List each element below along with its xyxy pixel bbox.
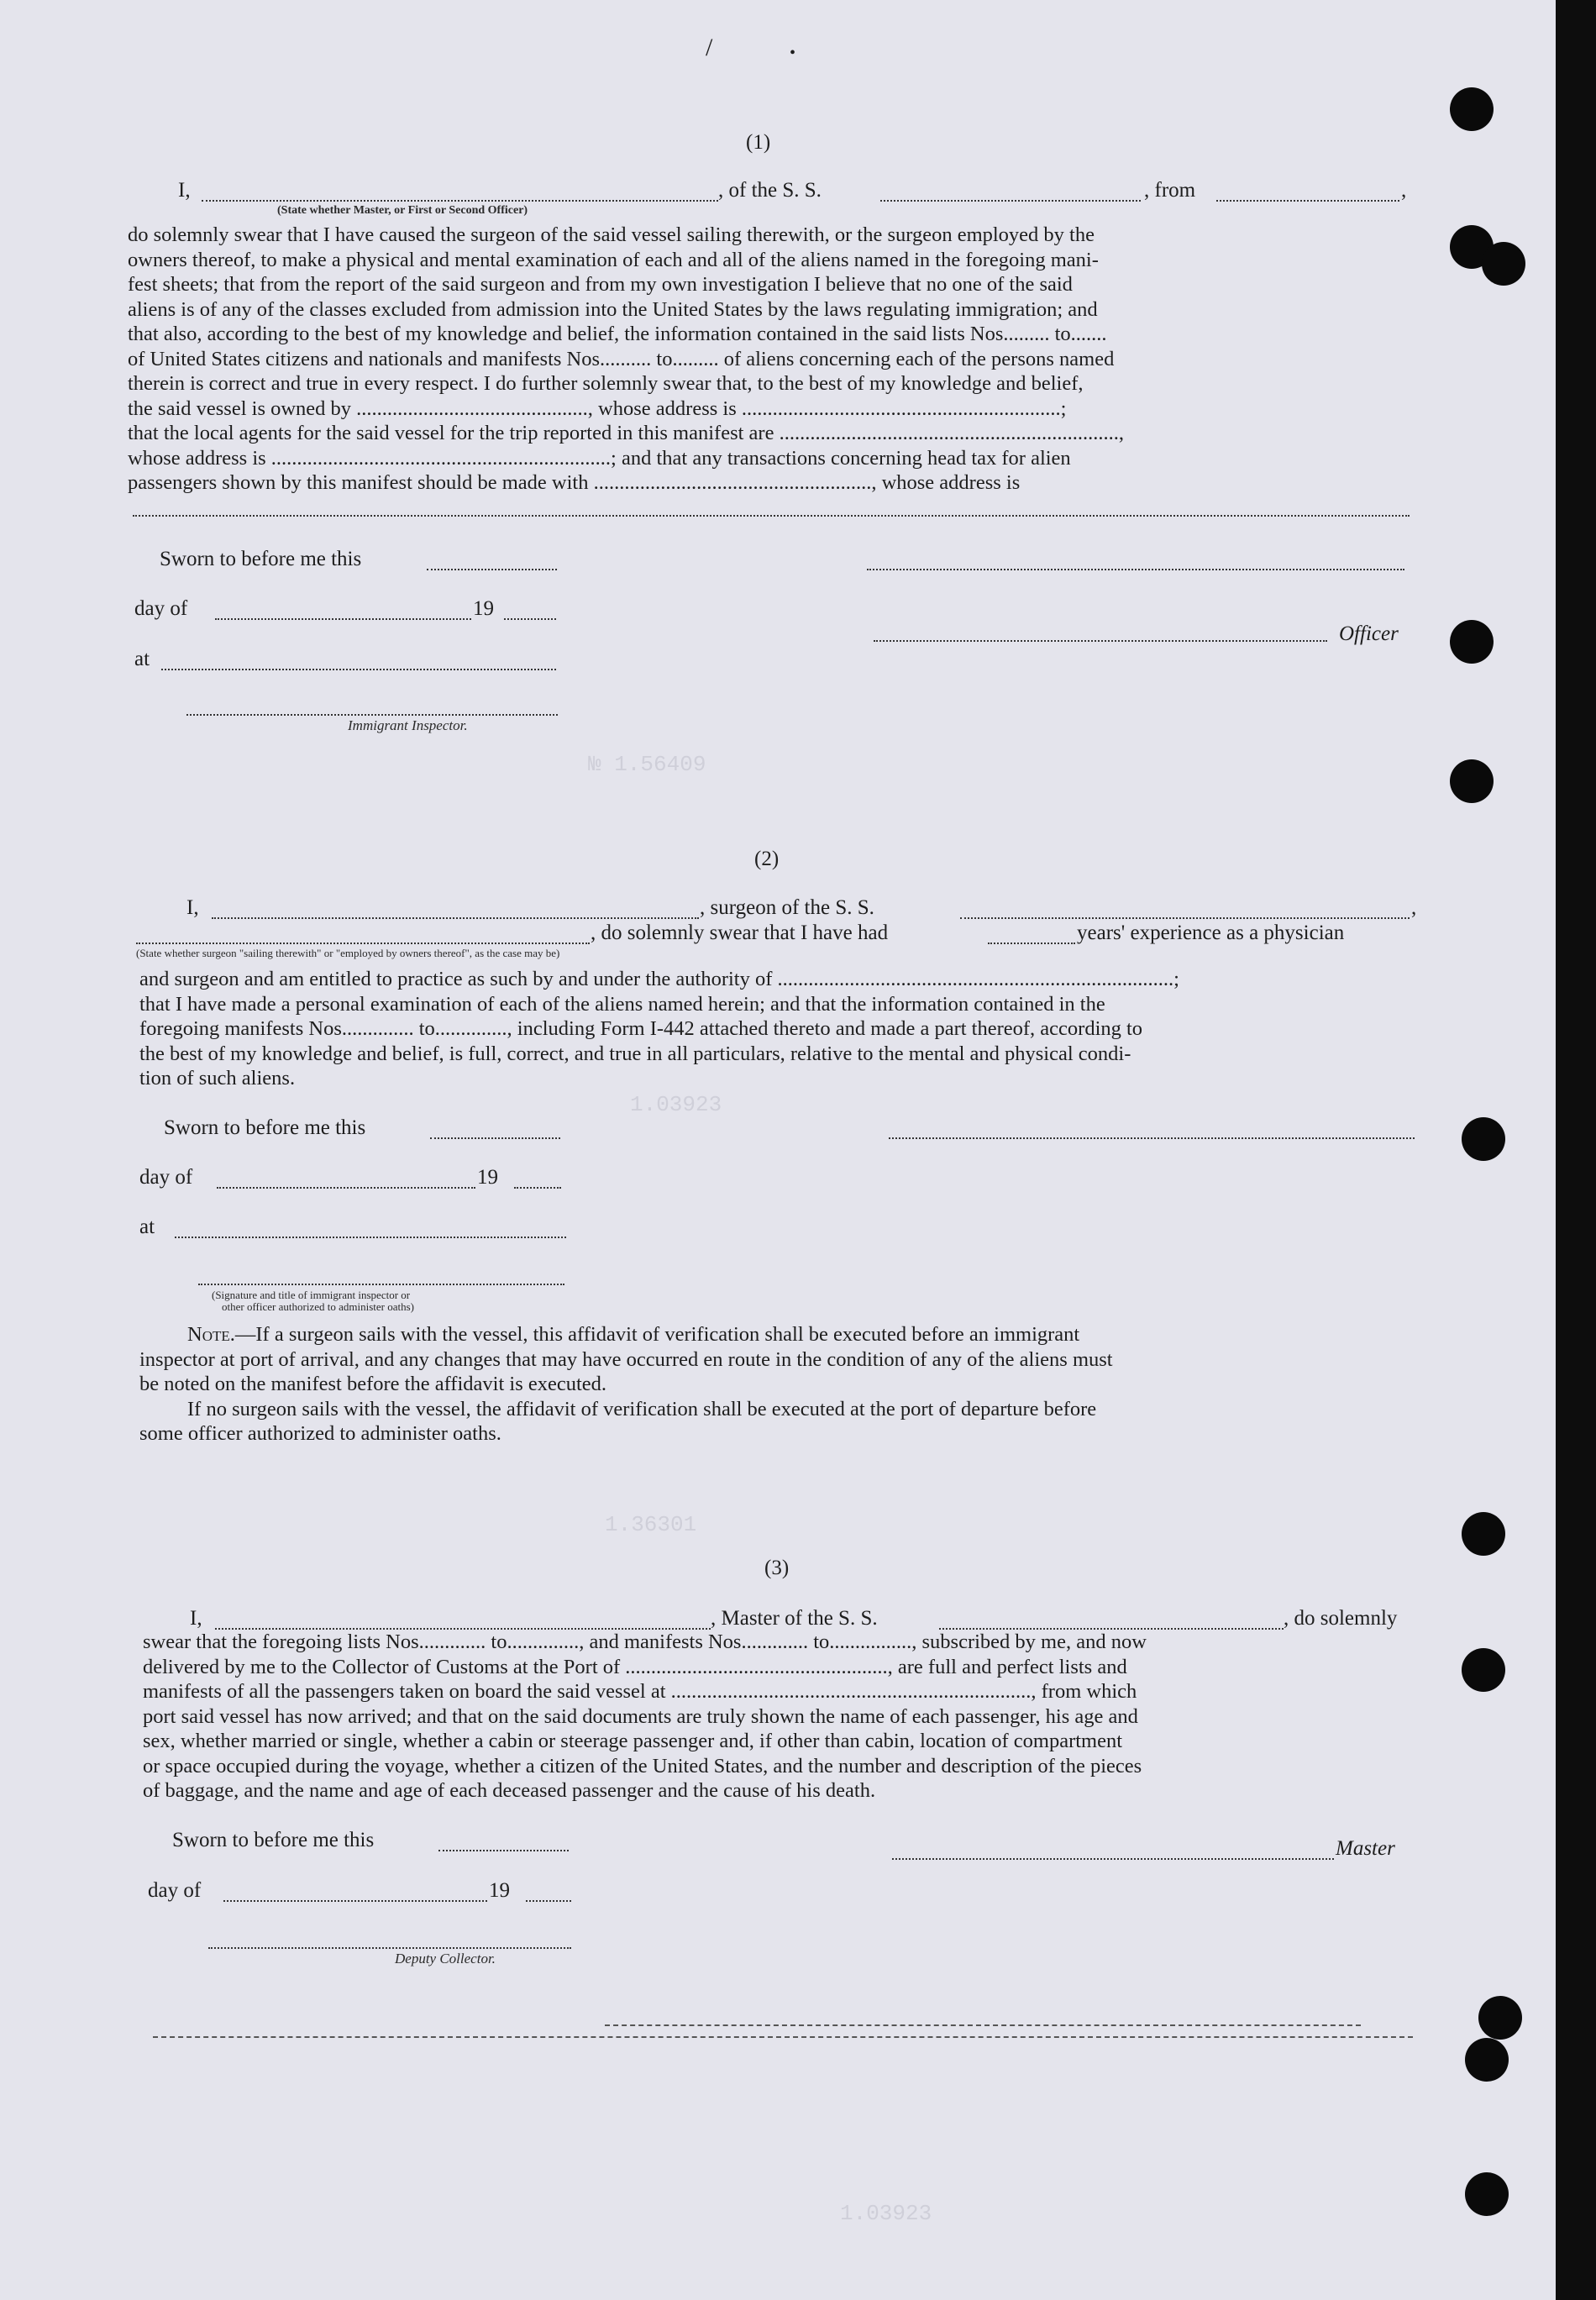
oath-line: sex, whether married or single, whether a cabin or steerage passenger and, if other than cabin, location of compartment xyxy=(143,1730,1123,1752)
bleed-through-text: № 1.56409 xyxy=(588,752,706,777)
year-label-1: 19 xyxy=(473,597,494,620)
oath-line: that I have made a personal examination of each of the aliens named herein; and that the information contained in the xyxy=(139,992,1105,1016)
at-label-1: at xyxy=(134,648,150,670)
oath-line: owners thereof, to make a physical and mental examination of each and all of the aliens named in the foregoing mani- xyxy=(128,248,1099,271)
section-2-i: I, xyxy=(186,896,199,919)
vessel-name-blank[interactable] xyxy=(880,200,1141,202)
surgeon-status-blank[interactable] xyxy=(136,943,590,944)
note-text: —If a surgeon sails with the vessel, this affidavit of verification shall be executed before an immigrant xyxy=(234,1323,1080,1346)
section-1-number: (1) xyxy=(746,131,771,154)
sworn-label-1: Sworn to before me this xyxy=(160,548,362,570)
punch-hole xyxy=(1450,620,1494,664)
day-of-label-2: day of xyxy=(139,1166,193,1189)
note-line: be noted on the manifest before the affidavit is executed. xyxy=(139,1373,607,1395)
surgeon-signature-blank[interactable] xyxy=(889,1137,1415,1139)
of-the-ss-label: , of the S. S. xyxy=(718,179,822,202)
oath-line: fest sheets; that from the report of the said surgeon and from my own investigation I believe that no one of the said xyxy=(128,273,1073,296)
section-1-oath-text xyxy=(128,223,1404,496)
surgeon-vessel-blank[interactable] xyxy=(960,917,1410,919)
deputy-signature-blank[interactable] xyxy=(208,1947,571,1949)
sworn-date-blank-3[interactable] xyxy=(438,1850,569,1851)
bleed-through-text: 1.03923 xyxy=(630,1092,722,1117)
note-label: Note. xyxy=(187,1323,235,1346)
scan-mark: • xyxy=(790,44,796,62)
officer-signature-blank[interactable] xyxy=(867,569,1404,570)
oath-line: that the local agents for the said vessel for the trip reported in this manifest are .................................................................., xyxy=(128,422,1124,444)
year-blank-3[interactable] xyxy=(526,1900,571,1902)
section-3-oath-text xyxy=(143,1630,1423,1804)
swear-label-2: , do solemnly swear that I have had xyxy=(591,922,889,944)
year-blank-2[interactable] xyxy=(514,1187,561,1189)
section-2-number: (2) xyxy=(754,848,780,870)
comma: , xyxy=(1401,179,1407,202)
day-month-blank-3[interactable] xyxy=(223,1900,487,1902)
note-line: some officer authorized to administer oaths. xyxy=(139,1422,501,1445)
note-line: If no surgeon sails with the vessel, the affidavit of verification shall be executed at the port of departure before xyxy=(187,1397,1097,1420)
punch-hole xyxy=(1450,759,1494,803)
sworn-label-2: Sworn to before me this xyxy=(164,1116,366,1139)
separator-rule xyxy=(153,2036,1413,2038)
officer-name-blank[interactable] xyxy=(202,200,718,202)
oath-line: the said vessel is owned by ............................................., whose address is ..............................................................; xyxy=(128,396,1067,420)
oath-line: do solemnly swear that I have caused the surgeon of the said vessel sailing therewith, or the surgeon employed by the xyxy=(128,223,1095,246)
from-label: , from xyxy=(1144,179,1196,202)
bleed-through-text: 1.36301 xyxy=(605,1512,697,1537)
day-of-label-1: day of xyxy=(134,597,188,620)
sworn-date-blank-2[interactable] xyxy=(430,1137,560,1139)
punch-hole xyxy=(1478,1996,1522,2040)
oath-line: of United States citizens and nationals and manifests Nos.......... to......... of aliens concerning each of the persons named xyxy=(128,347,1115,370)
surgeon-of-ss-label: , surgeon of the S. S. xyxy=(700,896,874,919)
section-2-oath-text xyxy=(139,967,1416,1091)
separator-rule xyxy=(605,2024,1361,2026)
oath-line: delivered by me to the Collector of Customs at the Port of ..................................................., are full and perfect lists and xyxy=(143,1655,1127,1678)
punch-hole xyxy=(1450,87,1494,131)
from-port-blank[interactable] xyxy=(1216,200,1399,202)
punch-hole xyxy=(1465,2172,1509,2216)
punch-hole xyxy=(1462,1512,1505,1556)
officer-label: Officer xyxy=(1339,622,1399,645)
sworn-label-3: Sworn to before me this xyxy=(172,1829,375,1851)
oath-line: of baggage, and the name and age of each deceased passenger and the cause of his death. xyxy=(143,1779,876,1802)
at-place-blank-1[interactable] xyxy=(161,669,556,670)
section-1-i: I, xyxy=(178,179,191,202)
oath-line: manifests of all the passengers taken on board the said vessel at ......................................................................, from which xyxy=(143,1680,1137,1703)
day-month-blank-2[interactable] xyxy=(217,1187,475,1189)
section-3-number: (3) xyxy=(764,1557,790,1579)
year-label-3: 19 xyxy=(489,1879,510,1902)
oath-line: swear that the foregoing lists Nos............. to.............., and manifests Nos............. to................, subscribed by me, and now xyxy=(143,1630,1147,1653)
oath-line: aliens is of any of the classes excluded from admission into the United States by the laws regulating immigration; and xyxy=(128,297,1098,321)
oath-line: or space occupied during the voyage, whether a citizen of the United States, and the number and description of the pieces xyxy=(143,1754,1142,1778)
punch-hole xyxy=(1462,1648,1505,1692)
day-of-label-3: day of xyxy=(148,1879,202,1902)
oath-line: therein is correct and true in every respect. I do further solemnly swear that, to the best of my knowledge and belief, xyxy=(128,372,1084,395)
address-continuation-blank[interactable] xyxy=(133,515,1410,517)
deputy-collector-label: Deputy Collector. xyxy=(395,1951,496,1967)
bleed-through-text: 1.03923 xyxy=(840,2201,932,2226)
surgeon-status-note: (State whether surgeon "sailing therewith" or "employed by owners thereof", as the case may be) xyxy=(136,947,560,959)
at-label-2: at xyxy=(139,1216,155,1238)
do-solemnly-label: , do solemnly xyxy=(1284,1607,1398,1630)
note-line: inspector at port of arrival, and any changes that may have occurred en route in the condition of any of the aliens must xyxy=(139,1347,1113,1371)
oath-line: port said vessel has now arrived; and that on the said documents are truly shown the name of each passenger, his age and xyxy=(143,1704,1138,1728)
oath-line: and surgeon and am entitled to practice as such by and under the authority of .............................................................................; xyxy=(139,968,1179,990)
oath-line: passengers shown by this manifest should be made with ......................................................, whose address is xyxy=(128,471,1021,494)
officer-rank-note: (State whether Master, or First or Second Officer) xyxy=(277,204,528,217)
scan-mark: / xyxy=(706,34,713,61)
oath-line: the best of my knowledge and belief, is full, correct, and true in all particulars, relative to the mental and physical condi- xyxy=(139,1042,1131,1065)
oath-line: that also, according to the best of my knowledge and belief, the information contained in the said lists Nos......... to....... xyxy=(128,323,1107,345)
punch-hole xyxy=(1465,2038,1509,2082)
year-label-2: 19 xyxy=(477,1166,498,1189)
years-experience-blank[interactable] xyxy=(988,943,1075,944)
section-3-i: I, xyxy=(190,1607,202,1630)
inspector-label: Immigrant Inspector. xyxy=(348,717,468,733)
years-experience-label: years' experience as a physician xyxy=(1077,922,1345,944)
master-signature-blank[interactable] xyxy=(892,1858,1334,1860)
master-of-ss-label: , Master of the S. S. xyxy=(711,1607,878,1630)
inspector-signature-blank[interactable] xyxy=(186,714,558,716)
year-blank-1[interactable] xyxy=(504,618,556,620)
punch-hole xyxy=(1462,1117,1505,1161)
scan-border xyxy=(1556,0,1596,2300)
at-place-blank-2[interactable] xyxy=(175,1237,566,1238)
note-paragraph xyxy=(139,1322,1425,1447)
officer-title-blank[interactable] xyxy=(874,640,1327,642)
oath-line: whose address is ..................................................................; and that any transactions concerning head tax for alien xyxy=(128,446,1071,470)
authorized-officer-signature-blank[interactable] xyxy=(198,1284,564,1285)
note-line-1 xyxy=(139,1322,1425,1347)
comma: , xyxy=(1411,896,1417,919)
oath-line: foregoing manifests Nos.............. to.............., including Form I-442 attached thereto and made a part thereof, according to xyxy=(139,1017,1143,1040)
day-month-blank-1[interactable] xyxy=(215,618,471,620)
signature-note-line-1: (Signature and title of immigrant inspector or xyxy=(212,1289,411,1301)
punch-hole xyxy=(1482,242,1525,286)
signature-note-line-2: other officer authorized to administer oaths) xyxy=(222,1300,414,1313)
oath-line: tion of such aliens. xyxy=(139,1067,296,1090)
sworn-date-blank-1[interactable] xyxy=(427,569,557,570)
master-label: Master xyxy=(1336,1837,1395,1860)
surgeon-name-blank[interactable] xyxy=(212,917,699,919)
